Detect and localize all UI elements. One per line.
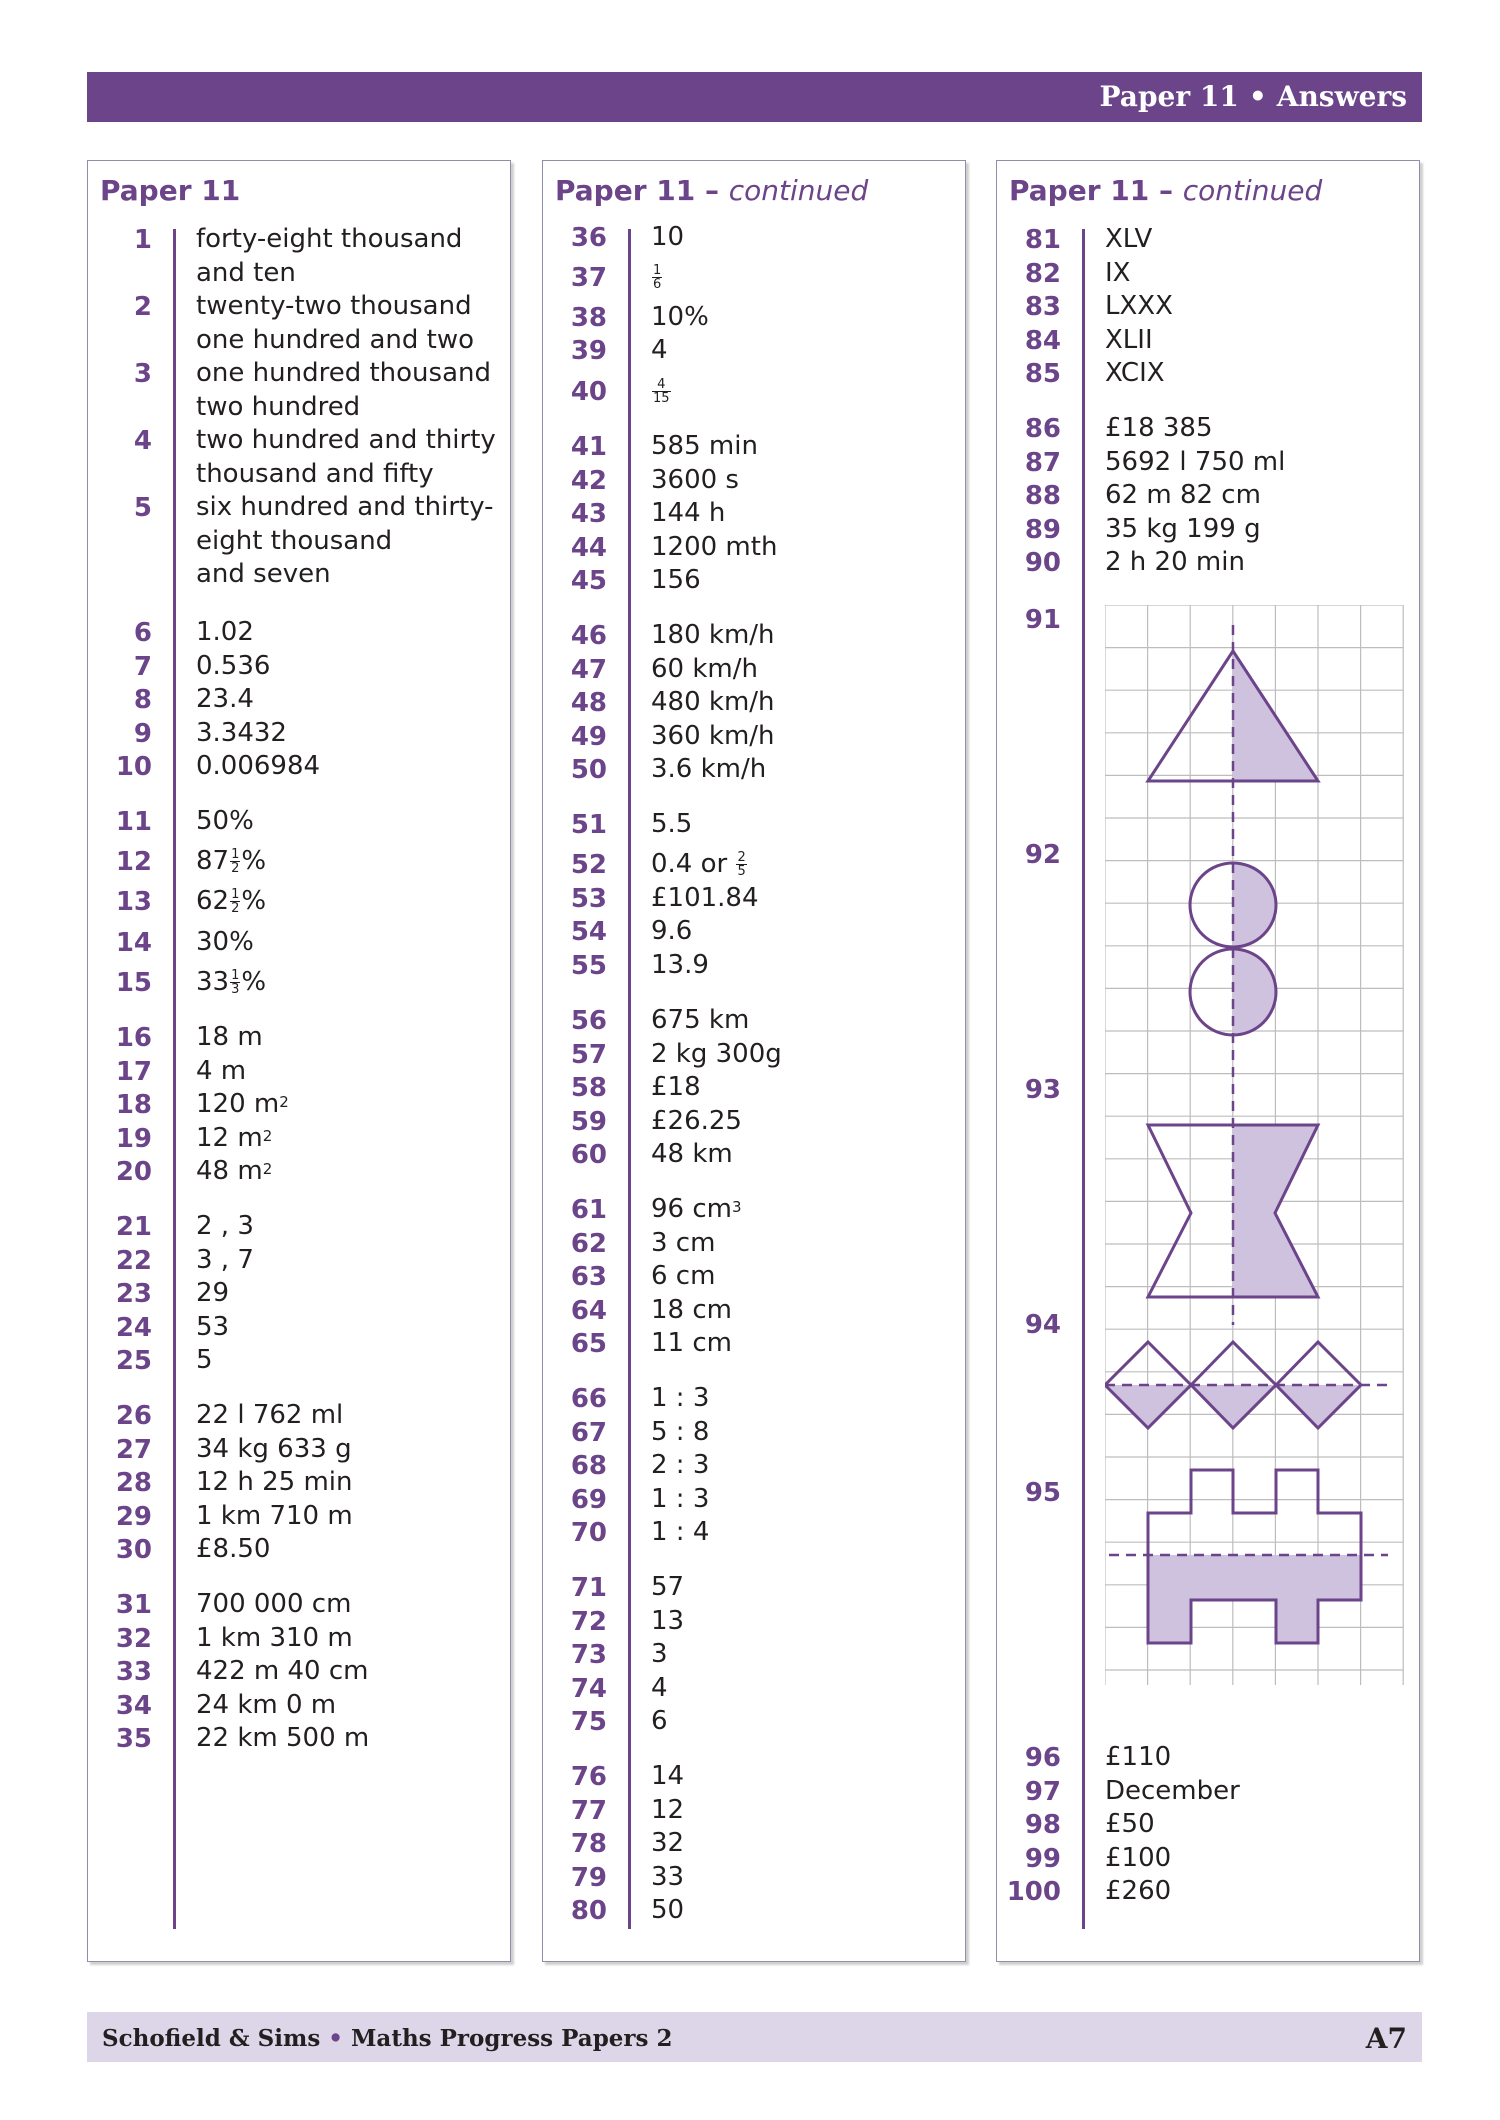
answer-text: 33 <box>651 1862 685 1892</box>
question-number: 10 <box>115 752 152 782</box>
answer-text: two hundred and thirty thousand and fifty <box>196 425 496 489</box>
answer-text: 144 h <box>651 498 726 528</box>
answer-text: 29 <box>196 1278 230 1308</box>
answer-text: 62 m 82 cm <box>1105 480 1261 510</box>
question-number: 75 <box>570 1707 607 1737</box>
answer-text: twenty-two thousand one hundred and two <box>196 291 475 355</box>
answer-text: 22 km 500 m <box>196 1723 370 1753</box>
question-number: 62 <box>570 1229 607 1259</box>
answer-text: 2 h 20 min <box>1105 547 1245 577</box>
question-number: 73 <box>570 1640 607 1670</box>
question-number: 45 <box>570 566 607 596</box>
answer-text: 53 <box>196 1312 230 1342</box>
answer-text: 34 kg 633 g <box>196 1434 352 1464</box>
answer-text: 6 cm <box>651 1261 716 1291</box>
answer-text: 12 <box>651 1795 685 1825</box>
question-number: 36 <box>570 223 607 253</box>
answer-text: 13 <box>651 1606 685 1636</box>
footer-page-number: A7 <box>1365 2022 1407 2055</box>
question-number: 19 <box>115 1124 152 1154</box>
question-number: 68 <box>570 1451 607 1481</box>
question-number: 53 <box>570 884 607 914</box>
question-number: 70 <box>570 1518 607 1548</box>
question-number: 16 <box>115 1023 152 1053</box>
question-number: 100 <box>1006 1877 1061 1907</box>
question-number: 71 <box>570 1573 607 1603</box>
header-title <box>1100 80 1408 113</box>
question-number: 11 <box>115 807 152 837</box>
question-number: 93 <box>1024 1075 1061 1105</box>
question-number: 58 <box>570 1073 607 1103</box>
column-rule <box>173 229 176 1929</box>
question-number: 86 <box>1024 414 1061 444</box>
question-number: 80 <box>570 1896 607 1926</box>
question-number: 2 <box>133 292 152 322</box>
question-number: 78 <box>570 1829 607 1859</box>
question-number: 61 <box>570 1195 607 1225</box>
question-number: 84 <box>1024 326 1061 356</box>
answer-text: 422 m 40 cm <box>196 1656 369 1686</box>
question-number: 92 <box>1024 840 1061 870</box>
fraction: $\frac{1}{2}$ <box>231 847 240 876</box>
answer-text: 4 m <box>196 1056 247 1086</box>
answer-text: 5.5 <box>651 809 693 839</box>
question-number: 32 <box>115 1624 152 1654</box>
question-number: 89 <box>1024 515 1061 545</box>
question-number: 21 <box>115 1212 152 1242</box>
answer-text: 9.6 <box>651 916 693 946</box>
answer-text: XLV <box>1105 224 1153 254</box>
question-number: 22 <box>115 1246 152 1276</box>
answer-text: 33 $\frac{1}{3}$ % <box>196 967 267 997</box>
question-number: 7 <box>133 652 152 682</box>
answer-text: 480 km/h <box>651 687 775 717</box>
answer-text: £18 385 <box>1105 413 1213 443</box>
answer-text: 5692 l 750 ml <box>1105 447 1286 477</box>
answer-text: £8.50 <box>196 1534 271 1564</box>
question-number: 33 <box>115 1657 152 1687</box>
question-number: 64 <box>570 1296 607 1326</box>
answer-text: 24 km 0 m <box>196 1690 337 1720</box>
answer-text: 4 <box>651 1673 668 1703</box>
question-number: 91 <box>1024 605 1061 635</box>
question-number: 20 <box>115 1157 152 1187</box>
question-number: 47 <box>570 655 607 685</box>
answer-text: £100 <box>1105 1843 1172 1873</box>
column-title: Paper 11 <box>100 174 241 207</box>
question-number: 27 <box>115 1435 152 1465</box>
answer-text: 13.9 <box>651 950 709 980</box>
question-number: 23 <box>115 1279 152 1309</box>
fraction: $\frac{1}{3}$ <box>231 968 240 997</box>
answer-text: £18 <box>651 1072 701 1102</box>
answer-text: 96 $cm^3$ <box>651 1194 742 1224</box>
question-number: 56 <box>570 1006 607 1036</box>
question-number: 5 <box>133 493 152 523</box>
question-number: 17 <box>115 1057 152 1087</box>
fraction: $\frac{2}{5}$ <box>737 850 746 879</box>
question-number: 77 <box>570 1796 607 1826</box>
question-number: 12 <box>115 847 152 877</box>
header-answers: Answers <box>1276 80 1407 113</box>
answer-text: one hundred thousand two hundred <box>196 358 491 422</box>
question-number: 8 <box>133 685 152 715</box>
answer-text: 18 m <box>196 1022 263 1052</box>
question-number: 24 <box>115 1313 152 1343</box>
question-number: 81 <box>1024 225 1061 255</box>
question-number: 76 <box>570 1762 607 1792</box>
question-number: 14 <box>115 928 152 958</box>
answer-text: 5 <box>196 1345 213 1375</box>
question-number: 44 <box>570 533 607 563</box>
answer-text: 18 cm <box>651 1295 732 1325</box>
question-number: 72 <box>570 1607 607 1637</box>
answer-text: 1 km 710 m <box>196 1501 353 1531</box>
question-number: 31 <box>115 1590 152 1620</box>
question-number: 13 <box>115 887 152 917</box>
footer-separator: • <box>328 2025 343 2052</box>
answer-text: 12 h 25 min <box>196 1467 353 1497</box>
answer-text: 1 : 3 <box>651 1383 710 1413</box>
question-number: 3 <box>133 359 152 389</box>
question-number: 66 <box>570 1384 607 1414</box>
footer-publisher <box>102 2025 673 2052</box>
question-number: 96 <box>1024 1743 1061 1773</box>
symmetry-grid <box>1105 605 1408 1685</box>
question-number: 43 <box>570 499 607 529</box>
question-number: 52 <box>570 850 607 880</box>
footer-publisher-name: Schofield & Sims <box>102 2025 321 2052</box>
answer-text: 5 : 8 <box>651 1417 710 1447</box>
answer-text: 48 km <box>651 1139 733 1169</box>
answer-text: £26.25 <box>651 1106 742 1136</box>
answer-text: 57 <box>651 1572 685 1602</box>
question-number: 65 <box>570 1329 607 1359</box>
answer-text: six hundred and thirty- eight thousand and seven <box>196 492 494 589</box>
fraction: $\frac{4}{15}$ <box>653 377 670 406</box>
footer-series: Maths Progress Papers 2 <box>350 2025 673 2052</box>
question-number: 51 <box>570 810 607 840</box>
answer-text: forty-eight thousand and ten <box>196 224 463 288</box>
answer-text: 156 <box>651 565 701 595</box>
answer-text: 700 000 cm <box>196 1589 352 1619</box>
question-number: 9 <box>133 719 152 749</box>
header-separator: • <box>1248 80 1267 113</box>
answer-text <box>651 375 672 409</box>
question-number: 54 <box>570 917 607 947</box>
answer-text: 3 cm <box>651 1228 716 1258</box>
answer-text: 3 , 7 <box>196 1245 254 1275</box>
column-rule <box>628 229 631 1929</box>
answer-text: 0.006984 <box>196 751 321 781</box>
answer-text: 35 kg 199 g <box>1105 514 1261 544</box>
answer-text: 3 <box>651 1639 668 1669</box>
question-number: 41 <box>570 432 607 462</box>
question-number: 67 <box>570 1418 607 1448</box>
question-number: 1 <box>133 225 152 255</box>
question-number: 83 <box>1024 292 1061 322</box>
question-number: 95 <box>1024 1478 1061 1508</box>
answer-text: XCIX <box>1105 358 1165 388</box>
question-number: 79 <box>570 1863 607 1893</box>
answer-text: £260 <box>1105 1876 1172 1906</box>
question-number: 37 <box>570 263 607 293</box>
answer-text: 4 <box>651 335 668 365</box>
question-number: 46 <box>570 621 607 651</box>
answer-text: 3600 s <box>651 465 739 495</box>
question-number: 88 <box>1024 481 1061 511</box>
answer-text: 2 kg 300g <box>651 1039 782 1069</box>
question-number: 60 <box>570 1140 607 1170</box>
answer-text: 585 min <box>651 431 758 461</box>
question-number: 55 <box>570 951 607 981</box>
answer-text: £110 <box>1105 1742 1172 1772</box>
answer-text: 120 $m^2$ <box>196 1089 289 1119</box>
answer-text: 3.6 km/h <box>651 754 767 784</box>
answer-text: 0.4 or $\frac{2}{5}$ <box>651 849 746 879</box>
answer-text: 12 $m^2$ <box>196 1123 273 1153</box>
question-number: 35 <box>115 1724 152 1754</box>
header-bar <box>87 72 1422 122</box>
q95-cross-shape <box>1148 1470 1361 1643</box>
question-number: 59 <box>570 1107 607 1137</box>
question-number: 38 <box>570 303 607 333</box>
question-number: 94 <box>1024 1310 1061 1340</box>
question-number: 74 <box>570 1674 607 1704</box>
question-number: 48 <box>570 688 607 718</box>
answer-text: 0.536 <box>196 651 271 681</box>
column-rule <box>1082 229 1085 1929</box>
question-number: 4 <box>133 426 152 456</box>
answer-text: 3.3432 <box>196 718 287 748</box>
answer-text <box>651 261 663 295</box>
fraction: $\frac{1}{2}$ <box>231 887 240 916</box>
answer-text: 10% <box>651 302 709 332</box>
answer-text: XLII <box>1105 325 1153 355</box>
question-number: 40 <box>570 377 607 407</box>
question-number: 97 <box>1024 1777 1061 1807</box>
answer-text: 2 , 3 <box>196 1211 254 1241</box>
question-number: 87 <box>1024 448 1061 478</box>
answer-text: December <box>1105 1776 1240 1806</box>
answer-text: 87 $\frac{1}{2}$ % <box>196 846 267 876</box>
question-number: 6 <box>133 618 152 648</box>
answer-text: 1200 mth <box>651 532 778 562</box>
question-number: 98 <box>1024 1810 1061 1840</box>
answer-text: 1 : 4 <box>651 1517 710 1547</box>
answer-text: 11 cm <box>651 1328 732 1358</box>
question-number: 39 <box>570 336 607 366</box>
answer-text: 60 km/h <box>651 654 758 684</box>
question-number: 50 <box>570 755 607 785</box>
question-number: 85 <box>1024 359 1061 389</box>
question-number: 30 <box>115 1535 152 1565</box>
question-number: 26 <box>115 1401 152 1431</box>
question-number: 82 <box>1024 259 1061 289</box>
answer-text: IX <box>1105 258 1131 288</box>
question-number: 25 <box>115 1346 152 1376</box>
answer-text: 1 : 3 <box>651 1484 710 1514</box>
answer-text: 6 <box>651 1706 668 1736</box>
footer-bar <box>87 2012 1422 2062</box>
answer-text: 32 <box>651 1828 685 1858</box>
answer-text: 50% <box>196 806 254 836</box>
question-number: 69 <box>570 1485 607 1515</box>
answer-text: 30% <box>196 927 254 957</box>
question-number: 57 <box>570 1040 607 1070</box>
answer-text: £50 <box>1105 1809 1155 1839</box>
answer-text: 50 <box>651 1895 685 1925</box>
question-number: 63 <box>570 1262 607 1292</box>
question-number: 90 <box>1024 548 1061 578</box>
answer-text: 22 l 762 ml <box>196 1400 344 1430</box>
answer-text: 62 $\frac{1}{2}$ % <box>196 886 267 916</box>
answer-text: 10 <box>651 222 685 252</box>
question-number: 15 <box>115 968 152 998</box>
answer-text: 180 km/h <box>651 620 775 650</box>
answer-text: 675 km <box>651 1005 750 1035</box>
question-number: 18 <box>115 1090 152 1120</box>
answer-text: 14 <box>651 1761 685 1791</box>
question-number: 99 <box>1024 1844 1061 1874</box>
question-number: 29 <box>115 1502 152 1532</box>
question-number: 34 <box>115 1691 152 1721</box>
question-number: 42 <box>570 466 607 496</box>
column-title: Paper 11 – continued <box>555 174 869 207</box>
answer-text: LXXX <box>1105 291 1173 321</box>
answer-text: 1.02 <box>196 617 254 647</box>
question-number: 28 <box>115 1468 152 1498</box>
answer-text: 48 $m^2$ <box>196 1156 273 1186</box>
answer-text: 2 : 3 <box>651 1450 710 1480</box>
answer-text: 1 km 310 m <box>196 1623 353 1653</box>
answer-text: 360 km/h <box>651 721 775 751</box>
header-paper: Paper 11 <box>1099 80 1239 113</box>
question-number: 49 <box>570 722 607 752</box>
answer-text: £101.84 <box>651 883 759 913</box>
fraction: $\frac{1}{6}$ <box>653 263 662 292</box>
answer-text: 23.4 <box>196 684 254 714</box>
column-title: Paper 11 – continued <box>1009 174 1323 207</box>
